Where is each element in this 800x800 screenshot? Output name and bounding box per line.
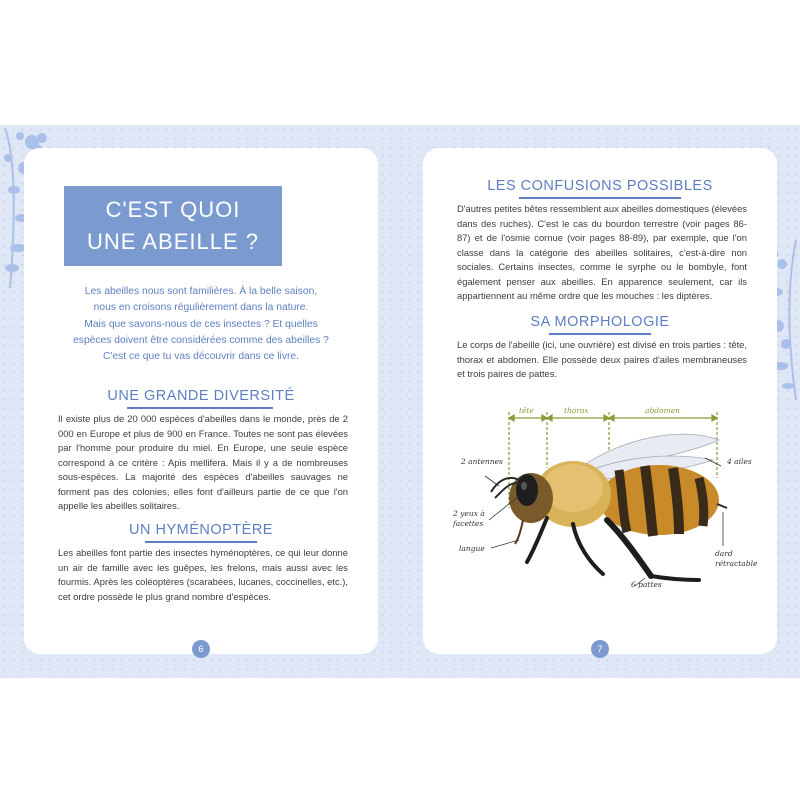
- section-body-confusions: D'autres petites bêtes ressemblent aux abeilles domestiques (élevées dans des ruches). C'est le cas du bourdon terrestre (voir pages 86-87) et de l'osmie cornue (voir pages 88-89), par exemple, que l'on classe dans la catégorie des abeilles solitaires, c'est-à-dire non sociales. Certains insectes, comme le syrphe ou le bombyle, font également penser aux abeilles. En apparence seulement, car ils appartiennent au même ordre que les mouches : les diptères.: [457, 203, 747, 301]
- left-page: [24, 148, 378, 654]
- page-title: [64, 186, 282, 266]
- intro-line: espèces doivent être considérées comme des abeilles ?: [73, 334, 329, 346]
- title-line-1: C'EST QUOI: [105, 197, 241, 222]
- label-eyes: [453, 509, 485, 529]
- segment-label-abdomen: abdomen: [645, 406, 680, 415]
- intro-line: Les abeilles nous sont familières. À la belle saison,: [84, 286, 318, 297]
- section-body-morphology: Le corps de l'abeille (ici, une ouvrière) est divisé en trois parties : tête, thorax et abdomen. Elle possède deux paires d'ailes membraneuses et trois paires de pattes.: [457, 339, 747, 379]
- section-heading-hymenoptera: UN HYMÉNOPTÈRE: [129, 522, 273, 538]
- segment-label-head: tête: [519, 406, 534, 415]
- heading-underline: [127, 407, 273, 409]
- label-legs: 6 pattes: [631, 580, 662, 589]
- label-stinger: [715, 549, 757, 569]
- segment-label-thorax: thorax: [564, 406, 589, 415]
- title-line-2: UNE ABEILLE ?: [87, 229, 259, 254]
- section-heading-confusions: LES CONFUSIONS POSSIBLES: [487, 178, 713, 194]
- section-body-hymenoptera: Les abeilles font partie des insectes hyménoptères, ce qui leur donne un air de famille avec les guêpes, les frelons, mais aussi avec les fourmis. Après les coléoptères (scarabées, lucanes, coccinelles, etc.), cet ordre possède le plus grand nombre d'espèces.: [58, 547, 348, 602]
- heading-underline: [145, 541, 257, 543]
- intro-line: C'est ce que tu vas découvrir dans ce livre.: [103, 351, 299, 363]
- section-body-diversity: Il existe plus de 20 000 espèces d'abeilles dans le monde, près de 2 000 en Europe et plus de 900 en France. Toutes ne sont pas élevées par l'homme pour produire du miel. En Europe, une seule espèce correspond à ce critère : Apis mellifera. Mais il y a de nombreuses sous-espèces. La majorité des espèces d'abeilles sauvages ne forment pas des colonies, elles font d'ailleurs partie de ce que l'on appelle les abeilles solitaires.: [58, 413, 348, 511]
- label-antennae: 2 antennes: [461, 457, 503, 466]
- label-wings: 4 ailes: [727, 457, 752, 466]
- intro-line: Mais que savons-nous de ces insectes ? Et quelles: [84, 318, 318, 330]
- section-heading-morphology: SA MORPHOLOGIE: [530, 314, 670, 330]
- section-heading-diversity: UNE GRANDE DIVERSITÉ: [107, 388, 295, 404]
- label-eyes-line2: facettes: [453, 519, 484, 528]
- intro-line: nous en croisons régulièrement dans la nature.: [93, 302, 309, 314]
- label-eyes-line1: 2 yeux à: [453, 509, 485, 518]
- label-stinger-line1: dard: [715, 549, 733, 558]
- page-number: 6: [192, 640, 210, 658]
- label-stinger-line2: rétractable: [715, 559, 758, 568]
- intro-paragraph: [48, 284, 354, 365]
- page-number: 7: [591, 640, 609, 658]
- right-page: [423, 148, 777, 654]
- bee-diagram: [423, 148, 777, 654]
- label-tongue: langue: [459, 544, 485, 553]
